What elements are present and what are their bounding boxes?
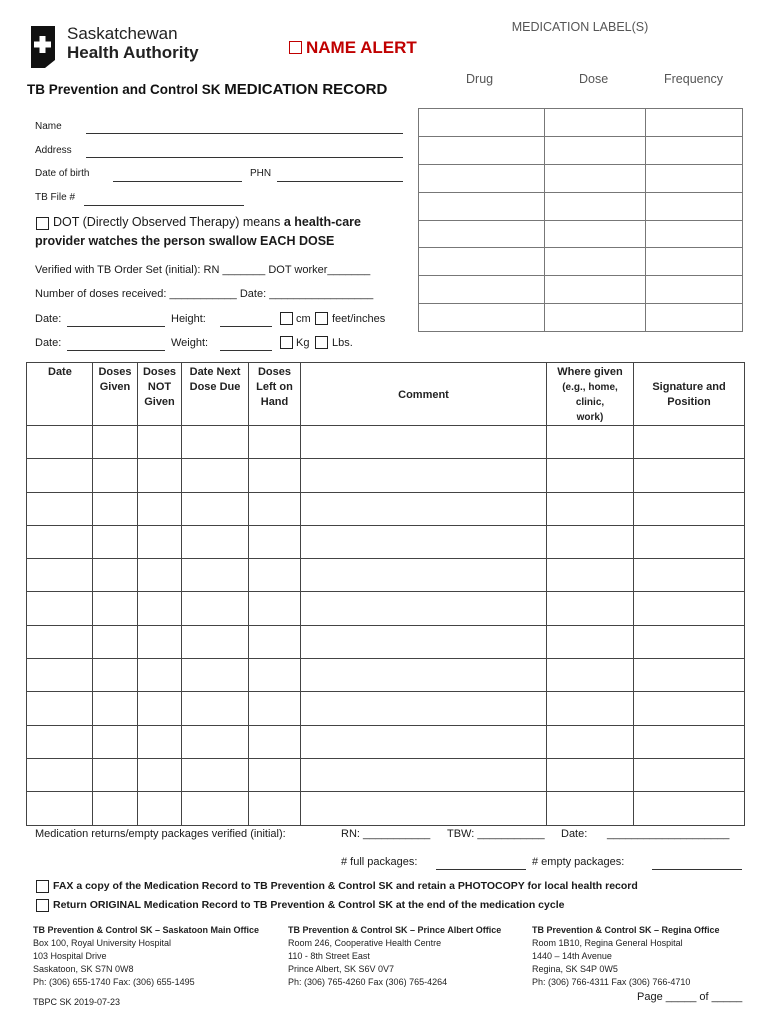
- table-cell[interactable]: [249, 426, 301, 459]
- table-row: [27, 792, 745, 825]
- table-cell[interactable]: [27, 426, 93, 459]
- table-cell[interactable]: [301, 725, 547, 758]
- table-cell[interactable]: [547, 659, 634, 692]
- address-label: Address: [35, 145, 72, 156]
- date-column-header: Date: [27, 363, 93, 426]
- dot-text-plain: DOT (Directly Observed Therapy) means: [53, 215, 281, 229]
- table-cell[interactable]: [547, 492, 634, 525]
- dot-description-line1: [53, 215, 361, 229]
- table-cell[interactable]: [27, 659, 93, 692]
- date-field-weight[interactable]: [67, 350, 165, 351]
- address-field[interactable]: [86, 157, 403, 158]
- weight-label: Weight:: [171, 337, 209, 349]
- table-cell[interactable]: [301, 592, 547, 625]
- table-cell[interactable]: [634, 426, 745, 459]
- saskatoon-office-line: 103 Hospital Drive: [33, 951, 107, 961]
- returns-rn: RN: ___________: [341, 828, 431, 840]
- table-cell[interactable]: [634, 492, 745, 525]
- table-cell[interactable]: [547, 525, 634, 558]
- table-cell[interactable]: [182, 525, 249, 558]
- table-cell[interactable]: [93, 659, 138, 692]
- prince-albert-office-line: Prince Albert, SK S6V 0V7: [288, 964, 395, 974]
- table-cell[interactable]: [182, 426, 249, 459]
- prince-albert-office-line: 110 - 8th Street East: [288, 951, 370, 961]
- table-cell[interactable]: [301, 559, 547, 592]
- table-row: [27, 625, 745, 658]
- page-title: [27, 81, 387, 98]
- table-cell[interactable]: [634, 659, 745, 692]
- table-cell[interactable]: [138, 625, 182, 658]
- table-cell[interactable]: [182, 758, 249, 791]
- table-cell[interactable]: [182, 725, 249, 758]
- table-cell[interactable]: [301, 426, 547, 459]
- table-cell[interactable]: [182, 492, 249, 525]
- cm-label: cm: [296, 313, 311, 325]
- table-cell[interactable]: [547, 559, 634, 592]
- full-packages-label: # full packages:: [341, 856, 418, 868]
- table-cell[interactable]: [301, 525, 547, 558]
- table-cell[interactable]: [249, 492, 301, 525]
- table-cell[interactable]: [547, 792, 634, 825]
- table-cell[interactable]: [27, 625, 93, 658]
- table-cell[interactable]: [249, 725, 301, 758]
- kg-checkbox[interactable]: [280, 336, 293, 349]
- full-packages-field[interactable]: [436, 869, 526, 870]
- table-cell[interactable]: [547, 459, 634, 492]
- table-row: [27, 725, 745, 758]
- table-cell[interactable]: [249, 692, 301, 725]
- date-label-weight: Date:: [35, 337, 62, 349]
- title-part1: TB Prevention and Control SK: [27, 82, 221, 97]
- saskatoon-office-line: Ph: (306) 655-1740 Fax: (306) 655-1495: [33, 977, 195, 987]
- regina-office-heading: TB Prevention & Control SK – Regina Office: [532, 925, 720, 935]
- table-cell[interactable]: [27, 758, 93, 791]
- doses-received-line: Number of doses received: ___________ Date: _________________: [35, 288, 374, 300]
- table-cell[interactable]: [138, 525, 182, 558]
- dot-description-line2: provider watches the person swallow EACH DOSE: [35, 234, 335, 248]
- table-cell[interactable]: [249, 592, 301, 625]
- table-row: [27, 592, 745, 625]
- table-cell[interactable]: [93, 792, 138, 825]
- table-row: [27, 525, 745, 558]
- name-alert: [289, 38, 417, 58]
- table-row: [27, 659, 745, 692]
- doses-not-given-column-header: Doses NOT Given: [138, 363, 182, 426]
- table-cell[interactable]: [249, 659, 301, 692]
- table-cell[interactable]: [182, 625, 249, 658]
- dob-field[interactable]: [113, 181, 242, 182]
- fax-copy-instruction: FAX a copy of the Medication Record to TB Prevention & Control SK and retain a PHOTOCOPY for local health record: [53, 880, 638, 892]
- table-cell[interactable]: [182, 459, 249, 492]
- saskatoon-office-line: Saskatoon, SK S7N 0W8: [33, 964, 134, 974]
- table-cell[interactable]: [301, 692, 547, 725]
- plus-cross-logo-icon: [27, 24, 59, 69]
- table-cell[interactable]: [138, 692, 182, 725]
- fax-copy-checkbox[interactable]: [36, 880, 49, 893]
- table-cell[interactable]: [138, 792, 182, 825]
- table-cell[interactable]: [634, 625, 745, 658]
- returns-tbw: TBW: ___________: [447, 828, 545, 840]
- weight-field[interactable]: [220, 350, 272, 351]
- table-cell[interactable]: [634, 792, 745, 825]
- kg-label: Kg: [296, 337, 310, 349]
- feet-inches-label: feet/inches: [332, 313, 386, 325]
- table-cell[interactable]: [138, 426, 182, 459]
- name-label: Name: [35, 121, 62, 132]
- regina-office-line: 1440 – 14th Avenue: [532, 951, 612, 961]
- table-cell[interactable]: [138, 592, 182, 625]
- table-cell[interactable]: [93, 492, 138, 525]
- date-field-height[interactable]: [67, 326, 165, 327]
- name-field[interactable]: [86, 133, 403, 134]
- table-cell[interactable]: [27, 525, 93, 558]
- table-cell[interactable]: [93, 525, 138, 558]
- table-cell[interactable]: [301, 758, 547, 791]
- table-cell[interactable]: [301, 659, 547, 692]
- table-cell[interactable]: [301, 625, 547, 658]
- table-cell[interactable]: [547, 426, 634, 459]
- table-row: [27, 758, 745, 791]
- drug-column-header: Drug: [466, 72, 494, 86]
- phn-field[interactable]: [277, 181, 403, 182]
- table-cell[interactable]: [27, 692, 93, 725]
- table-cell[interactable]: [249, 525, 301, 558]
- table-cell[interactable]: [138, 659, 182, 692]
- table-cell[interactable]: [93, 559, 138, 592]
- table-row: [27, 692, 745, 725]
- tb-file-label: TB File #: [35, 192, 76, 203]
- title-part2: MEDICATION RECORD: [224, 81, 388, 98]
- table-cell[interactable]: [182, 592, 249, 625]
- date-next-dose-column-header: Date Next Dose Due: [182, 363, 249, 426]
- dob-label: Date of birth: [35, 168, 90, 179]
- return-original-instruction: Return ORIGINAL Medication Record to TB Prevention & Control SK at the end of the medication cycle: [53, 899, 565, 911]
- table-cell[interactable]: [138, 492, 182, 525]
- table-row: [27, 492, 745, 525]
- return-original-checkbox[interactable]: [36, 899, 49, 912]
- table-cell[interactable]: [301, 459, 547, 492]
- table-cell[interactable]: [138, 559, 182, 592]
- table-cell[interactable]: [547, 725, 634, 758]
- table-cell[interactable]: [93, 592, 138, 625]
- prince-albert-office-heading: TB Prevention & Control SK – Prince Albert Office: [288, 925, 502, 935]
- org-name-line1: Saskatchewan: [67, 24, 178, 43]
- regina-office-line: Ph: (306) 766-4311 Fax (306) 766-4710: [532, 977, 691, 987]
- table-cell[interactable]: [634, 592, 745, 625]
- table-cell[interactable]: [301, 792, 547, 825]
- table-cell[interactable]: [182, 559, 249, 592]
- table-cell[interactable]: [634, 692, 745, 725]
- form-code: TBPC SK 2019-07-23: [33, 997, 121, 1007]
- comment-column-header: Comment: [301, 363, 547, 426]
- dot-checkbox[interactable]: [36, 217, 49, 230]
- table-cell[interactable]: [138, 758, 182, 791]
- table-row: [27, 426, 745, 459]
- medication-record-table: [26, 362, 745, 826]
- table-cell[interactable]: [27, 792, 93, 825]
- table-cell[interactable]: [634, 725, 745, 758]
- regina-office-line: Regina, SK S4P 0W5: [532, 964, 618, 974]
- table-cell[interactable]: [93, 426, 138, 459]
- doses-left-column-header: Doses Left on Hand: [249, 363, 301, 426]
- table-cell[interactable]: [27, 559, 93, 592]
- returns-date-field[interactable]: ____________________: [607, 828, 730, 840]
- table-row: [27, 559, 745, 592]
- saskatoon-office-heading: TB Prevention & Control SK – Saskatoon Main Office: [33, 925, 260, 935]
- page-number[interactable]: Page _____ of _____: [637, 991, 743, 1003]
- table-cell[interactable]: [547, 692, 634, 725]
- returns-label: Medication returns/empty packages verified (initial):: [35, 828, 286, 840]
- returns-date-label: Date:: [561, 828, 588, 840]
- table-cell[interactable]: [27, 725, 93, 758]
- table-cell[interactable]: [138, 459, 182, 492]
- name-alert-checkbox[interactable]: [289, 41, 302, 54]
- empty-packages-field[interactable]: [652, 869, 742, 870]
- table-cell[interactable]: [182, 792, 249, 825]
- table-cell[interactable]: [634, 758, 745, 791]
- table-cell[interactable]: [138, 725, 182, 758]
- prince-albert-office-block: [288, 924, 501, 989]
- org-name-line2: Health Authority: [67, 43, 199, 62]
- table-cell[interactable]: [634, 459, 745, 492]
- where-given-column-header: Where given (e.g., home, clinic, work): [547, 363, 634, 426]
- lbs-label: Lbs.: [332, 337, 353, 349]
- prince-albert-office-line: Room 246, Cooperative Health Centre: [288, 938, 442, 948]
- feet-inches-checkbox[interactable]: [315, 312, 328, 325]
- table-cell[interactable]: [547, 592, 634, 625]
- dot-text-bold1: a health-care: [283, 215, 361, 229]
- table-cell[interactable]: [93, 459, 138, 492]
- tb-file-field[interactable]: [84, 205, 244, 206]
- frequency-column-header: Frequency: [664, 72, 724, 86]
- medication-labels-title: MEDICATION LABEL(S): [511, 20, 649, 34]
- height-label: Height:: [171, 313, 206, 325]
- table-cell[interactable]: [547, 758, 634, 791]
- dose-column-header: Dose: [579, 72, 609, 86]
- table-cell[interactable]: [182, 692, 249, 725]
- table-cell[interactable]: [27, 459, 93, 492]
- doses-given-column-header: Doses Given: [93, 363, 138, 426]
- table-cell[interactable]: [301, 492, 547, 525]
- medication-label-grid: [418, 108, 743, 332]
- name-alert-label: NAME ALERT: [306, 38, 417, 57]
- signature-column-header: Signature and Position: [634, 363, 745, 426]
- saskatoon-office-block: [33, 924, 259, 989]
- table-cell[interactable]: [547, 625, 634, 658]
- table-row: [27, 459, 745, 492]
- table-cell[interactable]: [93, 758, 138, 791]
- phn-label: PHN: [250, 168, 272, 179]
- table-cell[interactable]: [249, 758, 301, 791]
- table-cell[interactable]: [27, 492, 93, 525]
- table-cell[interactable]: [634, 525, 745, 558]
- cm-checkbox[interactable]: [280, 312, 293, 325]
- date-label-height: Date:: [35, 313, 62, 325]
- table-cell[interactable]: [93, 692, 138, 725]
- table-cell[interactable]: [27, 592, 93, 625]
- table-cell[interactable]: [634, 559, 745, 592]
- record-table-body: [27, 426, 745, 826]
- table-cell[interactable]: [93, 625, 138, 658]
- table-cell[interactable]: [249, 459, 301, 492]
- lbs-checkbox[interactable]: [315, 336, 328, 349]
- saskatoon-office-line: Box 100, Royal University Hospital: [33, 938, 172, 948]
- regina-office-block: [532, 924, 720, 989]
- regina-office-line: Room 1B10, Regina General Hospital: [532, 938, 683, 948]
- verified-line: Verified with TB Order Set (initial): RN _______ DOT worker_______: [35, 264, 371, 276]
- table-cell[interactable]: [249, 792, 301, 825]
- prince-albert-office-line: Ph: (306) 765-4260 Fax (306) 765-4264: [288, 977, 448, 987]
- table-cell[interactable]: [249, 559, 301, 592]
- table-cell[interactable]: [182, 659, 249, 692]
- empty-packages-label: # empty packages:: [532, 856, 625, 868]
- height-field[interactable]: [220, 326, 272, 327]
- table-cell[interactable]: [93, 725, 138, 758]
- table-cell[interactable]: [249, 625, 301, 658]
